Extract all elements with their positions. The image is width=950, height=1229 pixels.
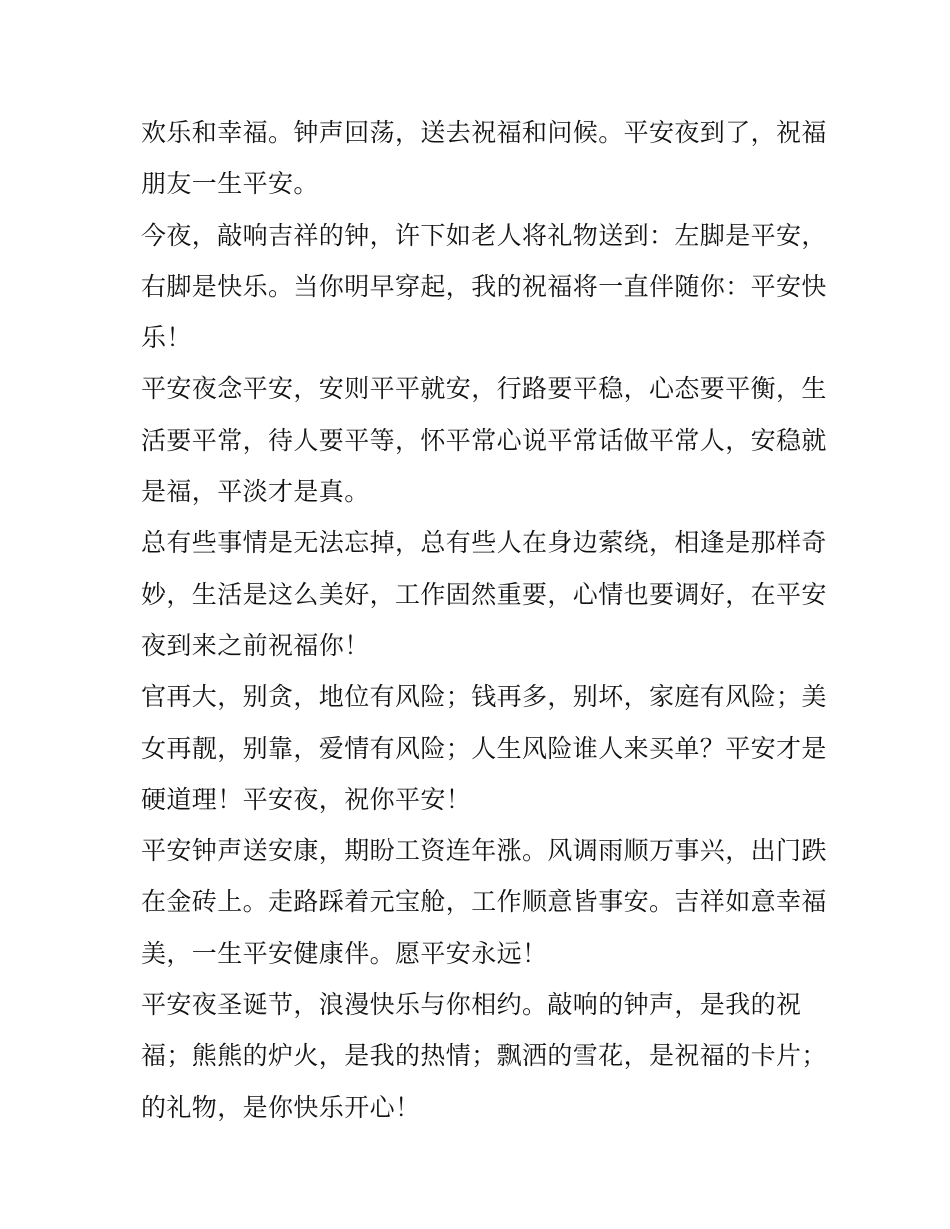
- text-line: 美，一生平安健康伴。愿平安永远！: [141, 938, 548, 968]
- text-line: 右脚是快乐。当你明早穿起，我的祝福将一直伴随你：平安快: [141, 271, 827, 301]
- text-line: 活要平常，待人要平等，怀平常心说平常话做平常人，安稳就: [141, 425, 827, 455]
- text-line: 朋友一生平安。: [141, 169, 319, 199]
- text-line: 女再靓，别靠，爱情有风险；人生风险谁人来买单？平安才是: [141, 733, 827, 763]
- text-line: 官再大，别贪，地位有风险；钱再多，别坏，家庭有风险；美: [141, 682, 827, 712]
- text-line: 平安钟声送安康，期盼工资连年涨。风调雨顺万事兴，出门跌: [141, 836, 827, 866]
- text-line: 乐！: [141, 323, 192, 353]
- text-line: 欢乐和幸福。钟声回荡，送去祝福和问候。平安夜到了，祝福: [141, 118, 827, 147]
- text-line: 总有些事情是无法忘掉，总有些人在身边萦绕，相逢是那样奇: [141, 528, 827, 558]
- text-line: 夜到来之前祝福你！: [141, 630, 370, 660]
- text-line: 平安夜圣诞节，浪漫快乐与你相约。敲响的钟声，是我的祝: [141, 990, 802, 1020]
- text-line: 是福，平淡才是真。: [141, 477, 370, 507]
- text-line: 硬道理！平安夜，祝你平安！: [141, 784, 472, 814]
- text-line: 平安夜念平安，安则平平就安，行路要平稳，心态要平衡，生: [141, 374, 827, 404]
- text-line: 今夜，敲响吉祥的钟，许下如老人将礼物送到：左脚是平安，: [141, 220, 827, 250]
- text-line: 妙，生活是这么美好，工作固然重要，心情也要调好，在平安: [141, 579, 827, 609]
- text-line: 的礼物，是你快乐开心！: [141, 1092, 421, 1122]
- text-line: 在金砖上。走路踩着元宝舱，工作顺意皆事安。吉祥如意幸福: [141, 887, 827, 917]
- text-line: 福；熊熊的炉火，是我的热情；飘洒的雪花，是祝福的卡片；: [141, 1041, 827, 1071]
- document-body: [141, 107, 827, 1133]
